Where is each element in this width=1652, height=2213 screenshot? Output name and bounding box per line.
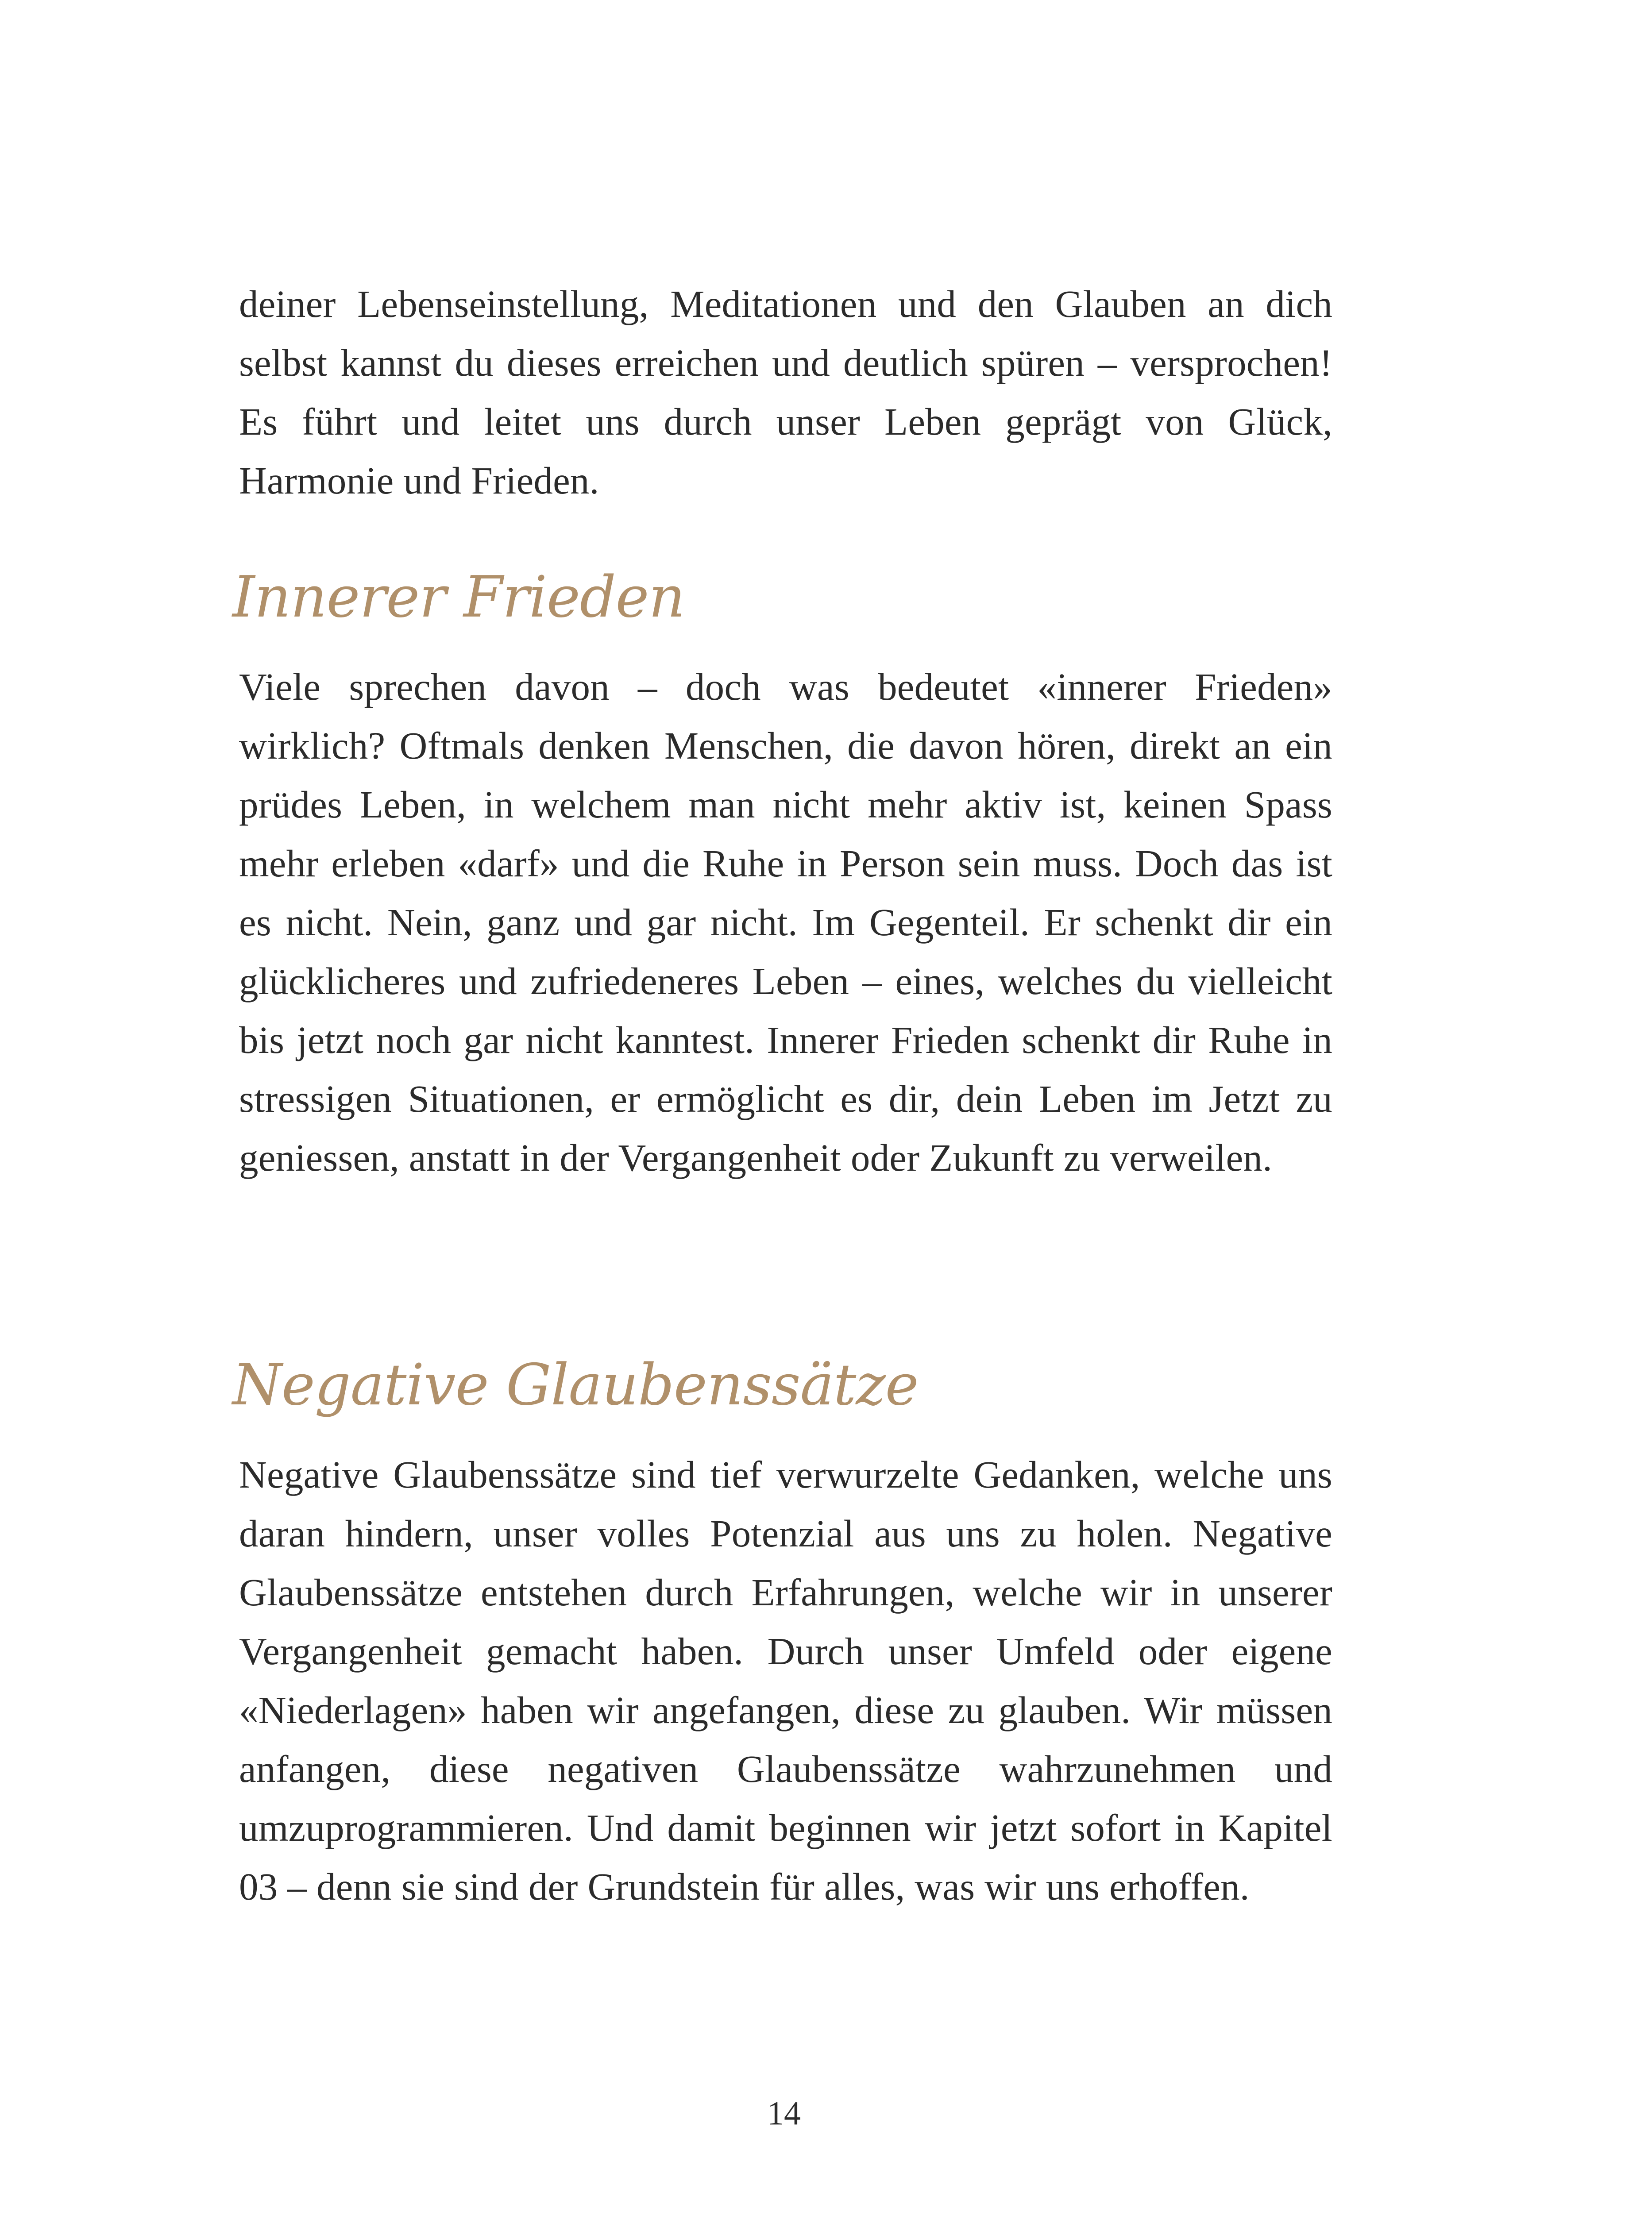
innerer-frieden-block bbox=[239, 657, 1332, 1187]
page-number: 14 bbox=[767, 2095, 801, 2132]
heading-negative-glaubenssaetze: Negative Glaubenssätze bbox=[232, 1352, 919, 1418]
intro-paragraph-block bbox=[239, 274, 1332, 510]
innerer-frieden-paragraph: Viele sprechen davon – doch was bedeutet «innerer Frieden» wirklich? Oftmals denken Menschen, die davon hören, direkt an ein prüdes Leben, in welchem man nicht mehr aktiv ist, keinen Spass mehr erleben «darf» und die Ruhe in Person sein muss. Doch das ist es nicht. Nein, ganz und gar nicht. Im Gegenteil. Er schenkt dir ein glücklicheres und zufriedeneres Leben – eines, welches du vielleicht bis jetzt noch gar nicht kanntest. Innerer Frieden schenkt dir Ruhe in stressigen Situationen, er ermöglicht es dir, dein Leben im Jetzt zu geniessen, anstatt in der Vergangenheit oder Zukunft zu verweilen. bbox=[239, 665, 1332, 1179]
intro-paragraph: deiner Lebenseinstellung, Meditationen und den Glauben an dich selbst kannst du dieses erreichen und deutlich spüren – versprochen! Es führt und leitet uns durch unser Leben geprägt von Glück, Harmonie und Frieden. bbox=[239, 282, 1332, 502]
negative-glaubenssaetze-block bbox=[239, 1445, 1332, 1916]
heading-innerer-frieden: Innerer Frieden bbox=[232, 564, 685, 630]
negative-glaubenssaetze-paragraph: Negative Glaubenssätze sind tief verwurzelte Gedanken, welche uns daran hindern, unser volles Potenzial aus uns zu holen. Negative Glaubenssätze entstehen durch Erfahrungen, welche wir in unserer Vergangenheit gemacht haben. Durch unser Umfeld oder eigene «Niederlagen» haben wir angefangen, diese zu glauben. Wir müssen anfangen, diese negativen Glaubenssätze wahrzunehmen und umzuprogrammieren. Und damit beginnen wir jetzt sofort in Kapitel 03 – denn sie sind der Grundstein für alles, was wir uns erhoffen. bbox=[239, 1453, 1332, 1908]
